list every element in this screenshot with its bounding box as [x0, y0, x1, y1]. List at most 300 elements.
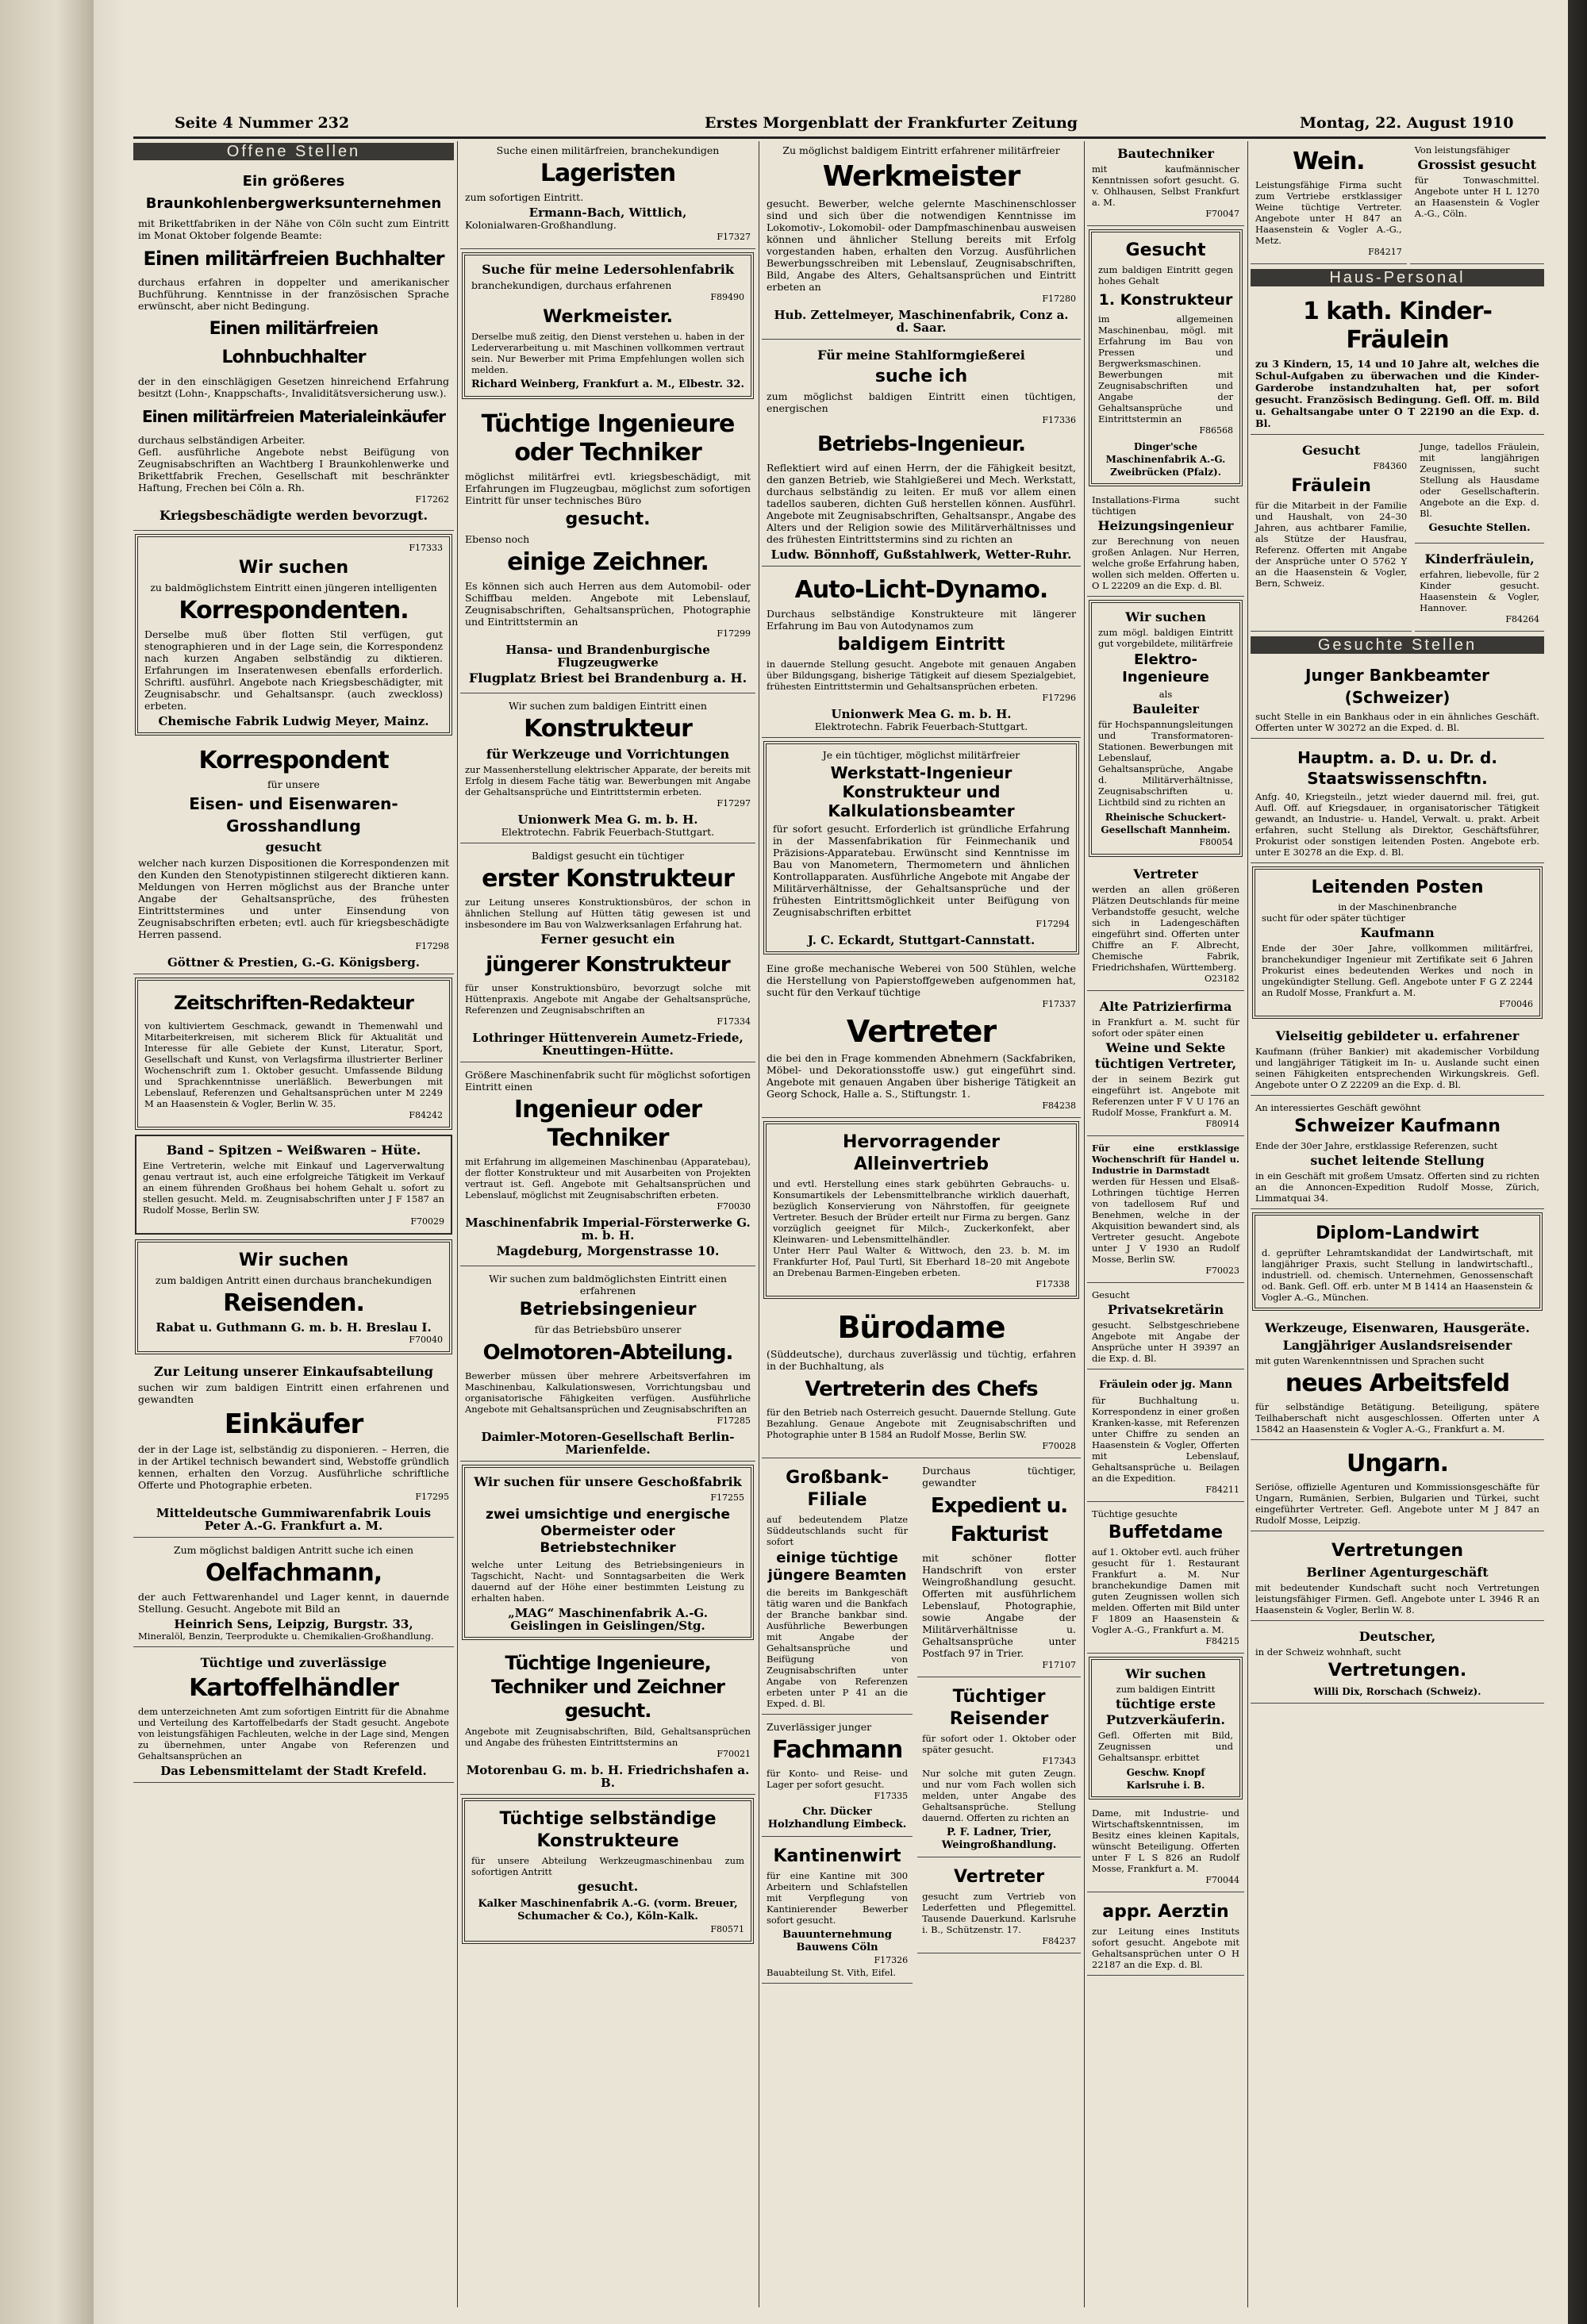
- ad-grossist: [1410, 141, 1544, 264]
- ad-text: in ein Geschäft mit großem Umsatz. Offerten sind zu richten an die Annoncen-Expedition Rudolf Mosse, Zürich, Limmatquai 34.: [1255, 1170, 1539, 1204]
- ad-text: für den Betrieb nach Osterreich gesucht. Dauernde Stellung. Gute Bezahlung. Genaue Angebote mit Zeugnisabschriften und Photographie unter B 1584 an Rudolf Mosse, Berlin SW.: [767, 1407, 1076, 1440]
- ad-heading: Werkmeister.: [543, 307, 673, 327]
- ad-text: zum möglichst baldigen Eintritt einen tüchtigen, energischen: [767, 390, 1076, 414]
- ad-text: Ebenso noch: [465, 533, 530, 545]
- ad-pre: Von leistungsfähiger: [1414, 144, 1510, 156]
- ad-code: O23182: [1204, 974, 1239, 984]
- ad-heading: Großbank-Filiale: [786, 1468, 889, 1510]
- ad-text: auf bedeutendem Platze Süddeutschlands sucht für sofort: [767, 1514, 909, 1547]
- ad-row: [1251, 438, 1544, 635]
- ad-pre: Für meine Stahlformgießerei: [817, 348, 1025, 363]
- ad-text: d. geprüfter Lehramtskandidat der Landwirtschaft, mit langjähriger Praxis, sucht Stellung in landwirtschaftl., industriell. od. chemisch. Unternehmen, Genossenschaft od. Bank. Gefl. Off. erb. unter M B 1414 an Haasenstein & Vogler A.-G., München.: [1262, 1247, 1533, 1303]
- ad-buffetdame: [1087, 1505, 1244, 1654]
- ad-text: mit kaufmännischer Kenntnissen sofort gesucht. G. v. Ohlhausen, Selbst Frankfurt a. M.: [1092, 163, 1239, 208]
- ad-heading: Vielseitig gebildeter u. erfahrener: [1275, 1028, 1520, 1043]
- ad-column-left: [762, 1462, 913, 1987]
- ad-heading: Tüchtige Ingenieure oder Techniker: [481, 410, 735, 467]
- ad-text: zum baldigen Antritt einen durchaus branchekundigen: [155, 1274, 432, 1286]
- ad-note: Kriegsbeschädigte werden bevorzugt.: [159, 508, 428, 523]
- ad-motorenbau: [460, 1645, 755, 1795]
- ad-signature: J. C. Eckardt, Stuttgart-Cannstatt.: [807, 933, 1036, 947]
- ad-code: F70023: [1205, 1266, 1239, 1276]
- ad-vertretungen-berlin: [1251, 1535, 1544, 1621]
- ad-text: in Frankfurt a. M. sucht für sofort oder später einen: [1092, 1016, 1239, 1039]
- ad-text: für unser Konstruktionsbüro, bevorzugt solche mit Hüttenpraxis. Angebote mit Angabe der Gehaltsansprüche, Referenzen und Zeugnisabschriften an: [465, 982, 751, 1016]
- ad-code: F84215: [1205, 1636, 1239, 1646]
- ad-text: Ende der 30er Jahre, vollkommen militärfrei, branchekundiger Ingenieur mit Zertifikate seit 6 Jahren Prokurist eines bedeutenden Werkes und noch in ungekündigter Stellung. Gefl. Angebote unter F G Z 2244 an Rudolf Mosse, Frankfurt a. M.: [1262, 943, 1533, 998]
- ad-text: mit bedeutender Kundschaft sucht noch Vertretungen leistungsfähiger Firmen. Gefl. Angebote unter L 3946 R an Haasenstein & Vogler, Berlin W. 8.: [1255, 1582, 1539, 1615]
- ad-signature: Unionwerk Mea G. m. b. H.: [517, 812, 698, 827]
- ad-signature: Lothringer Hüttenverein Aumetz-Friede, Kneuttingen-Hütte.: [472, 1031, 744, 1058]
- ad-code: F70047: [1205, 209, 1239, 219]
- ad-kinderfraeulein-hannover: [1415, 547, 1544, 632]
- ad-code: F17337: [1042, 999, 1076, 1009]
- ad-pre: Gesucht: [1301, 443, 1361, 458]
- ad-deutscher-schweiz: [1251, 1624, 1544, 1704]
- ad-text: branchekundigen, durchaus erfahrenen: [471, 279, 672, 291]
- ad-text: Ende der 30er Jahre, erstklassige Referenzen, sucht: [1255, 1140, 1498, 1151]
- ad-heading: Korrespondent: [198, 747, 389, 774]
- ad-reisenden: [135, 1239, 452, 1354]
- ad-werkmeister-zettelmeyer: [762, 141, 1081, 340]
- ad-leitenden-posten: [1252, 866, 1543, 1019]
- ad-heading: Fräulein oder jg. Mann: [1099, 1379, 1232, 1391]
- ad-heading: Betriebs-Ingenieur.: [817, 432, 1026, 456]
- ad-heading: Vertreter: [953, 1867, 1045, 1887]
- ad-signature: Richard Weinberg, Frankfurt a. M., Elbestr. 32.: [471, 378, 745, 390]
- column-rule: [1247, 141, 1248, 2307]
- ad-text: zum sofortigen Eintritt.: [465, 191, 584, 203]
- ad-heading: Tüchtige Ingenieure, Techniker und Zeichner gesucht.: [491, 1652, 724, 1722]
- ad-buerodame: [762, 1304, 1081, 1458]
- ad-heading: Eisen- und Eisenwaren-Grosshandlung: [189, 794, 398, 835]
- ad-signature: P. F. Ladner, Trier, Weingroßhandlung.: [941, 1827, 1057, 1851]
- ad-text: für eine Kantine mit 300 Arbeitern und Schlafstellen mit Verpflegung von Kantinierender Bewerber sofort gesucht.: [767, 1870, 909, 1926]
- ad-heading: Diplom-Landwirt: [1316, 1223, 1479, 1243]
- ad-sub: in der Maschinenbranche: [1338, 901, 1457, 912]
- ad-code: F84242: [409, 1110, 443, 1120]
- ad-heading: Kartoffelhändler: [189, 1674, 398, 1702]
- ad-heading: tüchtige erste Putzverkäuferin.: [1106, 1696, 1225, 1727]
- ad-wochenschrift: [1087, 1139, 1244, 1283]
- ad-vielseitig-kaufmann: [1251, 1024, 1544, 1096]
- ad-korrespondent-mainz: [135, 534, 452, 736]
- ad-text: möglichst militärfrei evtl. kriegsbeschädigt, mit Erfahrungen im Flugzeugbau, möglichst zum sofortigen Eintritt für unser technisches Büro: [465, 471, 751, 506]
- ad-code: F17326: [874, 1955, 909, 1965]
- ad-code: F17285: [717, 1416, 751, 1426]
- ad-heading: Deutscher,: [1358, 1629, 1436, 1644]
- ad-signature: Hub. Zettelmeyer, Maschinenfabrik, Conz a. d. Saar.: [774, 308, 1069, 335]
- ad-signature: Unter Herr Paul Walter & Wittwoch, den 23. b. M. im Frankfurter Hof, Paul Turtl, Sit Eberhard 18–20 mit Angebote an Drebenau Barmen-Eingeben erbeten.: [773, 1245, 1070, 1278]
- ad-pre: Zuverlässiger junger: [767, 1721, 872, 1733]
- ad-text: Reflektiert wird auf einen Herrn, der die Fähigkeit besitzt, den ganzen Betrieb, wie Stahlgießerei und Mech. Werkstatt, durchaus selbständig zu leiten. Er muß vor allem einen tadellos sauberen, dichten Guß herstellen können. Ausführl. Angebote mit Zeugnisabschriften, Gehaltsanspr., Angabe des Alters und der Religion sowie des Militärverhältnisses und des frühesten Eintrittstermins sind zu richten an: [767, 462, 1076, 545]
- ad-heading: Ingenieur oder Techniker: [513, 1096, 702, 1152]
- ad-gesucht: gesucht: [265, 839, 322, 855]
- ad-kalker: [462, 1798, 754, 1944]
- ad-heading: Hervorragender Alleinvertrieb: [842, 1132, 1001, 1174]
- ad-text: für sofort gesucht. Erforderlich ist gründliche Erfahrung in der Massenfabrikation für Feinmechanik und Präzisions-Apparatebau. Erwünscht sind Kenntnisse im Bau von Manometern, Thermometern und ähnlichen Kontrollapparaten. Ausführliche Angebote mit Angabe der Militärverhältnisse, der Gehaltsansprüche und der frühesten Eintrittsmöglichkeit unter Beifügung von Zeugnisabschriften erbittet: [773, 823, 1070, 918]
- ad-junge-fraeulein: [1415, 438, 1544, 544]
- ad-daimler: [460, 1270, 755, 1462]
- ad-heading: Bauleiter: [1132, 701, 1199, 716]
- section-banner: Gesuchte Stellen: [1251, 636, 1544, 654]
- ad-text: Nur solche mit guten Zeugn. und nur vom Fach wollen sich melden, unter Angabe des Gehaltsansprüche. Stellung dauernd. Offerten zu richten an: [922, 1768, 1076, 1823]
- ad-pre: Installations-Firma sucht tüchtigen: [1092, 494, 1239, 517]
- column-2: [460, 141, 755, 2307]
- ad-heading: Wir suchen: [1125, 1666, 1206, 1681]
- ad-text: für Buchhaltung u. Korrespondenz in einer großen Kranken-kasse, mit Referenzen unter Chiffre zu senden an Haasenstein & Vogler, Offerten mit Lebenslauf, Gehaltsansprüche u. Beilagen an die Expedition.: [1092, 1395, 1239, 1484]
- ad-heading: Zeitschriften-Redakteur: [173, 992, 414, 1014]
- ad-heading: baldigem Eintritt: [837, 635, 1005, 655]
- ad-hauptmann: [1251, 742, 1544, 863]
- ad-betriebsingenieur-boennhoff: [762, 343, 1081, 567]
- ad-text: gesucht. Bewerber, welche gelernte Maschinenschlosser sind und sich über die notwendigen Kenntnisse im Lokomotiv-, Lokomobil- oder Dampfmaschinenbau ausweisen können und ähnlicher Stellung bereits mit Erfolg vorgestanden haben, erhalten den Vorzug. Ausführlichen Bewerbungsschreiben mit Lebenslauf, Zeugnisabschriften, Bild, Angabe des Alters, Gehaltsansprüchen und Eintritt erbeten an: [767, 198, 1076, 293]
- ad-dame-beteiligung: [1087, 1804, 1244, 1892]
- ad-text: welcher nach kurzen Dispositionen die Korrespondenzen mit den Kunden den Stenotypistinnen stilgerecht diktieren kann. Meldungen von Herren möglichst aus der Branche unter Angabe der Gehaltsansprüche, des frühesten Eintrittstermines und unter Einsendung von Zeugnisabschriften erbeten; evtl. auch für kriegsbeschädigte Herren passend.: [138, 857, 449, 940]
- ad-kinder-fraeulein: [1251, 291, 1544, 435]
- column-5: [1251, 141, 1544, 2307]
- ad-text: zum baldigen Eintritt: [1116, 1684, 1216, 1695]
- ad-heading: Einen militärfreien Lohnbuchhalter: [209, 319, 378, 367]
- ad-werkmeister-leder: [462, 252, 754, 399]
- ad-pre: Wir suchen zum baldigen Eintritt einen: [509, 700, 707, 712]
- ad-row: [1251, 141, 1544, 267]
- ad-text: mit Erfahrung im allgemeinen Maschinenbau (Apparatebau), der flotter Konstrukteur und mit Ausarbeiten von Projekten vertraut ist. Gefl. Angebote mit Gehaltsansprüchen und Lebenslauf, möglichst mit Zeugnisabschriften erbeten.: [465, 1156, 751, 1200]
- ad-code: F89490: [710, 292, 744, 302]
- ad-code: F70044: [1205, 1875, 1239, 1885]
- ad-foot: Elektrotechn. Fabrik Feuerbach-Stuttgart.: [814, 720, 1028, 732]
- ad-text: für selbständige Betätigung. Beteiligung, spätere Teilhaberschaft nicht ausgeschlossen. Offerten unter A 15842 an Haasenstein & Vogler A.-G., Frankfurt a. M.: [1255, 1401, 1539, 1435]
- ad-pre: Wir suchen: [238, 1250, 349, 1270]
- section-banner: Haus-Personal: [1251, 269, 1544, 286]
- ad-heading: Expedient u. Fakturist: [930, 1494, 1068, 1546]
- ad-text: sucht Stelle in ein Bankhaus oder in ein ähnliches Geschäft. Offerten unter W 30272 an die Exped. d. Bl.: [1255, 711, 1539, 733]
- ad-bankbeamter: [1251, 659, 1544, 739]
- ad-text: Anfg. 40, Kriegsteiln., jetzt wieder dauernd mil. frei, gut. Aufl. Off. auf Kriegsdauer, in organisatorischer Tätigkeit gewandt, an Industrie- u. Handel, Verwalt. u. prakt. Arbeit erfahren, sucht Stellung als Direktor, Geschäftsführer, Prokurist oder sonstigen leitenden Posten. Angebote erb. unter E 30278 an die Exp. d. Bl.: [1255, 791, 1539, 858]
- ad-heading: Kinderfräulein,: [1424, 551, 1535, 567]
- ad-text: Ferner gesucht ein: [540, 932, 675, 947]
- ad-signature: Göttner & Prestien, G.-G. Königsberg.: [167, 955, 421, 970]
- ad-code: F70021: [717, 1749, 751, 1759]
- ad-signature: Rheinische Schuckert-Gesellschaft Mannheim.: [1101, 812, 1231, 835]
- ad-heading: Werkstatt-Ingenieur Konstrukteur und Kalkulationsbeamter: [828, 763, 1015, 820]
- ad-heading: neues Arbeitsfeld: [1285, 1369, 1510, 1397]
- ad-heading: Einkäufer: [224, 1408, 363, 1440]
- ad-signature: Rabat u. Guthmann G. m. b. H. Breslau I.: [156, 1320, 432, 1335]
- ad-signature: Chemische Fabrik Ludwig Meyer, Mainz.: [158, 714, 429, 728]
- column-rule: [457, 141, 458, 2307]
- column-1: [133, 141, 454, 2307]
- ad-text: Gefl. ausführliche Angebote nebst Beifügung von Zeugnisabschriften an Wachtberg I Braunkohlenwerke und Brikettfabrik Frechen, Gesellschaft mit beschränkter Haftung, Frechen bei Cöln a. Rh.: [138, 446, 449, 494]
- ad-code: F70030: [717, 1201, 751, 1212]
- ad-column-right: [917, 1462, 1081, 1987]
- ad-code: F17262: [415, 494, 449, 505]
- ad-heading: Hauptm. a. D. u. Dr. d. Staatswissenschftn.: [1297, 748, 1497, 788]
- ad-code: F84237: [1042, 1936, 1076, 1946]
- ad-heading: Gesuchte Stellen.: [1428, 522, 1531, 534]
- ad-text: für unsere: [267, 778, 320, 790]
- ad-heading: 1. Konstrukteur: [1098, 291, 1233, 309]
- ad-putzverkaeuferin: [1089, 1657, 1243, 1800]
- ad-signature: Das Lebensmittelamt der Stadt Krefeld.: [160, 1764, 427, 1778]
- ad-reisender-ladner: [917, 1681, 1081, 1857]
- ad-signature: Daimler-Motoren-Gesellschaft Berlin-Marienfelde.: [481, 1430, 735, 1457]
- ad-code: F84264: [1505, 614, 1539, 624]
- ad-text: suchen wir zum baldigen Eintritt einen erfahrenen und gewandten: [138, 1381, 449, 1405]
- ad-code: F17333: [409, 543, 443, 553]
- ad-sub: für das Betriebsbüro unserer: [534, 1323, 682, 1335]
- ad-text: Derselbe muß über flotten Stil verfügen, gut stenographieren und in der Lage sein, die Korrespondenz nach kurzen Angaben selbständig zu diktieren. Erfahrungen im Inseratenwesen ebenfalls erforderlich. Schriftl. ausführl. Angebote nach Kriegsbeschädigter, mit Zeugnisabschr. und Gehaltsanspr. (auch zweckloss) erbeten.: [144, 628, 443, 712]
- ad-heading: Alte Patrizierfirma: [1099, 999, 1232, 1014]
- ad-text: für Hochspannungsleitungen und Transformatoren-Stationen. Bewerbungen mit Lebenslauf, Gehaltsansprüche, Angabe d. Militärverhältnisse, Zeugnisabschriften u. Lichtbild sind zu richten an: [1098, 719, 1233, 808]
- header-date: Montag, 22. August 1910: [1300, 114, 1514, 132]
- ad-einkaeufer: [133, 1359, 454, 1538]
- ad-heading: Elektro-Ingenieure: [1122, 651, 1209, 686]
- ad-code: F84360: [1373, 461, 1408, 471]
- ad-code: F70029: [410, 1216, 444, 1227]
- ad-foot: Flugplatz Briest bei Brandenburg a. H.: [468, 670, 747, 686]
- ad-code: F17294: [1036, 919, 1070, 929]
- ad-signature: Ermann-Bach, Wittlich,: [528, 206, 687, 220]
- ad-signature: Heinrich Sens, Leipzig, Burgstr. 33,: [174, 1617, 413, 1631]
- ad-kantinenwirt: [762, 1840, 913, 1984]
- ad-text: für die Mitarbeit in der Familie und Haushalt, von 24–30 Jahren, aus achtbarer Familie, als Stütze der Hausfrau, Referenz. Offerten mit Angabe der Ansprüche unter O 5762 Y an die Haasenstein & Vogler, Bern, Schweiz.: [1255, 500, 1408, 589]
- column-rule: [1084, 141, 1085, 2307]
- ad-heading: Vertreterin des Chefs: [805, 1377, 1038, 1401]
- ad-heading: Tüchtige selbständige Konstrukteure: [499, 1809, 717, 1851]
- ad-heading: Privatsekretärin: [1107, 1302, 1224, 1317]
- ad-text: mit schöner flotter Handschrift von erster Weingroßhandlung gesucht. Offerten mit ausführlichem Lebenslauf, Photographie, sowie Angabe der Militärverhältnisse u. Gehaltsansprüche unter Postfach 97 in Trier.: [922, 1552, 1076, 1659]
- ad-code: F17297: [717, 798, 751, 809]
- ad-fachmann: [762, 1718, 913, 1837]
- ad-text: der auch Fettwarenhandel und Lager kennt, in dauernde Stellung. Gesucht. Angebote mit Bild an: [138, 1591, 449, 1615]
- ad-text: durchaus selbständigen Arbeiter.: [138, 434, 305, 446]
- ad-text: erfahren, liebevolle, für 2 Kinder gesucht. Haasenstein & Vogler, Hannover.: [1420, 569, 1539, 613]
- ad-heading: Vertretungen: [1331, 1541, 1464, 1561]
- ad-pre: Eine große mechanische Weberei von 500 Stühlen, welche die Herstellung von Papierstoffgeweben aufgenommen hat, sucht für den Verkauf tüchtige: [767, 962, 1076, 998]
- ad-heading: Langjähriger Auslandsreisender: [1282, 1338, 1512, 1353]
- ad-code: F84217: [1368, 247, 1402, 257]
- ad-band-spitzen: [135, 1135, 452, 1235]
- ad-heading: Korrespondenten.: [179, 597, 409, 624]
- ad-heading: Konstrukteur: [524, 715, 692, 743]
- ad-signature: Unionwerk Mea G. m. b. H.: [831, 707, 1012, 721]
- ad-text: Derselbe muß zeitig, den Dienst verstehen u. haben in der Lederverarbeitung u. mit Maschinen vollkommen vertraut sein. Nur Bewerber mit Prima Empfehlungen wollen sich melden.: [471, 331, 744, 375]
- ad-signature: Ludw. Bönnhoff, Gußstahlwerk, Wetter-Ruhr.: [770, 547, 1072, 562]
- ad-signature: Mitteldeutsche Gummiwarenfabrik Louis Peter A.-G. Frankfurt a. M.: [156, 1506, 432, 1533]
- ad-heading: Tüchtiger Reisender: [949, 1687, 1049, 1729]
- ad-heading: Berliner Agenturgeschäft: [1306, 1565, 1489, 1580]
- ad-heading: Für eine erstklassige Wochenschrift für Handel u. Industrie in Darmstadt: [1092, 1143, 1239, 1176]
- ad-text: Leistungsfähige Firma sucht zum Vertriebe erstklassiger Weine tüchtige Vertreter. Angebote unter H 847 an Haasenstein & Vogler A.-G., Metz.: [1255, 179, 1402, 246]
- ad-heading: Fräulein: [1291, 476, 1371, 496]
- ad-konstrukteur-dingler: [1089, 229, 1243, 486]
- ad-text: sucht für oder später tüchtiger: [1262, 912, 1406, 924]
- ad-foot: Elektrotechn. Fabrik Feuerbach-Stuttgart.: [501, 826, 715, 838]
- ad-gesucht: gesucht.: [577, 1879, 639, 1894]
- ad-heading: Leitenden Posten: [1311, 878, 1484, 897]
- ad-vertreter-verbandstoffe: [1087, 862, 1244, 991]
- ad-pre: Tüchtige und zuverlässige: [200, 1655, 387, 1670]
- ad-pre: Je ein tüchtiger, möglichst militärfreier: [822, 749, 1020, 761]
- ad-code: F17336: [1042, 415, 1076, 425]
- ad-bautechniker: [1087, 141, 1244, 226]
- ad-heading: erster Konstrukteur: [482, 865, 734, 893]
- ad-fraeulein-bern: [1251, 438, 1412, 632]
- ad-code: F17327: [717, 232, 751, 242]
- ad-heading: Kaufmann: [1360, 925, 1435, 940]
- ad-code: F17298: [415, 941, 449, 951]
- ad-elektro-ingenieure: [1089, 600, 1243, 857]
- ad-foot: Magdeburg, Morgenstrasse 10.: [496, 1243, 720, 1258]
- ad-text: Junge, tadellos Fräulein, mit langjährigen Zeugnissen, sucht Stellung als Hausdame oder Gesellschafterin. Angebote an die Exp. d. Bl.: [1420, 441, 1539, 519]
- ad-heading: Reisenden.: [223, 1289, 364, 1317]
- ad-row: [762, 1462, 1081, 1987]
- ad-heading: Werkzeuge, Eisenwaren, Hausgeräte.: [1265, 1320, 1530, 1335]
- ad-alleinvertrieb: [763, 1121, 1079, 1299]
- ad-aerztin: [1087, 1896, 1244, 1976]
- ad-code: F80914: [1205, 1119, 1239, 1129]
- ad-text: Kaufmann (früher Bankier) mit akademischer Vorbildung und langjähriger Tätigkeit im In- u. Auslande sucht einen seinen Fähigkeiten entsprechenden Wirkungskreis. Gefl. Angebote unter O Z 22209 an die Exp. d. Bl.: [1255, 1046, 1539, 1090]
- ad-heading: Band – Spitzen – Weißwaren – Hüte.: [166, 1143, 421, 1158]
- ad-pre: Suche einen militärfreien, branchekundigen: [496, 144, 720, 156]
- ad-sub: für Werkzeuge und Vorrichtungen: [486, 747, 730, 762]
- ad-heading: Kantinenwirt: [773, 1846, 901, 1866]
- ad-heading: Vertreter: [846, 1014, 997, 1049]
- ad-oelfachmann: [133, 1541, 454, 1647]
- ad-vertreter-karlsruhe: [917, 1861, 1081, 1953]
- ad-text: gesucht. Selbstgeschriebene Angebote mit Angabe der Ansprüche unter H 39397 an die Exp. d. Bl.: [1092, 1319, 1239, 1364]
- ad-code: F80571: [710, 1924, 744, 1934]
- ad-text: der in der Lage ist, selbständig zu disponieren. – Herren, die in der Artikel technisch bewandert sind, Webstoffe gründlich kennen, erhalten den Vorzug. Ausführliche schriftliche Offerte und Photographie erbeten.: [138, 1443, 449, 1491]
- ad-patrizierfirma: [1087, 994, 1244, 1136]
- ad-text: Seriöse, offizielle Agenturen und Kommissionsgeschäfte für Ungarn, Rumänien, Serbien, Bulgarien und Türkei, sucht eingeführter Vertreter. Gefl. Angebote unter M J 847 an Rudolf Mosse, Leipzig.: [1255, 1481, 1539, 1526]
- ad-pre: Zur Leitung unserer Einkaufsabteilung: [154, 1364, 433, 1379]
- ad-heading: Oelfachmann,: [205, 1559, 382, 1587]
- ad-text: Eine Vertreterin, welche mit Einkauf und Lagerverwaltung genau vertraut ist, auch eine erfolgreiche Tätigkeit im Verkauf an einem führenden Großhaus bei hohem Gehalt u. sofort zu stellen gesucht. Meld. m. Zeugnisabschriften unter J F 1587 an Rudolf Mosse, Berlin SW.: [143, 1160, 444, 1216]
- ad-code: F17296: [1042, 693, 1076, 703]
- ad-heading: Einen militärfreien Materialeinkäufer: [141, 407, 445, 426]
- ad-heading: suchet leitende Stellung: [1310, 1153, 1485, 1168]
- ad-heading: Bautechniker: [1117, 146, 1214, 161]
- ad-text: zur Leitung unseres Konstruktionsbüros, der schon in ähnlichen Stellung auf Hütten tätig gewesen ist und insbesondere im Bau von Walzwerksanlagen Erfahrung hat.: [465, 897, 751, 930]
- ad-grossbank: [762, 1462, 913, 1715]
- ad-diplom-landwirt: [1252, 1212, 1543, 1311]
- ad-code: F17338: [1036, 1279, 1070, 1289]
- ad-heading: jüngerer Konstrukteur: [486, 953, 730, 977]
- ad-heading: Wir suchen: [1125, 609, 1206, 624]
- ad-schweizer-kaufmann: [1251, 1099, 1544, 1209]
- ad-text: zur Leitung eines Instituts sofort gesucht. Angebote mit Gehaltsansprüchen unter O H 22187 an die Exp. d. Bl.: [1092, 1926, 1239, 1970]
- ad-pre: Wir suchen für unsere Geschoßfabrik: [474, 1474, 742, 1489]
- ad-signature: Chr. Dücker Holzhandlung Eimbeck.: [767, 1806, 907, 1830]
- ad-code: F17335: [874, 1791, 909, 1801]
- ad-text: die bereits im Bankgeschäft tätig waren und die Bankfach der Branche bankbar sind. Ausführliche Bewerbungen mit Angabe der Gehaltsansprüche und Beifügung von Zeugnisabschriften unter Angabe von Referenzen erbeten unter P 41 an die Exped. d. Bl.: [767, 1587, 909, 1709]
- ad-auslandsreisender: [1251, 1316, 1544, 1440]
- ad-text: die bei den in Frage kommenden Abnehmern (Sackfabriken, Möbel- und Dekorationsstoffe usw.) gut eingeführt sind. Angebote mit genauen Angaben über bisherige Tätigkeit an Georg Schock, Halle a. S., Stiftungstr. 1.: [767, 1052, 1076, 1100]
- ad-foot: Mineralöl, Benzin, Teerprodukte u. Chemikalien-Großhandlung.: [138, 1631, 434, 1642]
- ad-pre: Tüchtige gesuchte: [1092, 1508, 1178, 1519]
- ad-heading: Vertreter: [1133, 866, 1198, 882]
- ad-korrespondent-eisen: [133, 740, 454, 974]
- ad-foot: Bauabteilung St. Vith, Eifel.: [767, 1967, 896, 1978]
- column-3: [762, 141, 1081, 2307]
- ad-signature: Maschinenfabrik Imperial-Försterwerke G. m. b. H.: [465, 1216, 751, 1243]
- ad-text: auf 1. Oktober evtl. auch früher gesucht für 1. Restaurant Frankfurt a. M. Nur branchekundige Damen mit guten Zeugnissen wollen sich melden. Offerten mit Bild unter F 1809 an Haasenstein & Vogler A.-G., Frankfurt a. M.: [1092, 1546, 1239, 1635]
- ad-text: für Konto- und Reise- und Lager per sofort gesucht.: [767, 1768, 909, 1790]
- ad-text: Bewerber müssen über mehrere Arbeitsverfahren im Maschinenbau, Kalkulationswesen, Vorrichtungsbau und organisatorische Fähigkeiten verfügen. Ausführliche Angebote mit Gehaltsansprüchen und Zeugnisabschriften an: [465, 1370, 751, 1415]
- book-binding: [0, 0, 94, 2324]
- ad-text: Dame, mit Industrie- und Wirtschaftskenntnissen, im Besitz eines kleinen Kapitals, wünscht Beteiligung. Offerten unter F L S 826 an Rudolf Mosse, Frankfurt a. M.: [1092, 1807, 1239, 1874]
- ad-code: F17299: [717, 628, 751, 639]
- ad-text: durchaus erfahren in doppelter und amerikanischer Buchführung. Kenntnisse in der französischen Sprache erwünscht, aber nicht Bedingung.: [138, 276, 449, 312]
- ad-signature: Motorenbau G. m. b. H. Friedrichshafen a. B.: [466, 1763, 750, 1790]
- ad-text: zu 3 Kindern, 15, 14 und 10 Jahre alt, welches die Schul-Aufgaben zu überwachen und die Kinder-Garderobe instandzuhalten hat, per sofort gesucht. Französisch Bedingung. Gefl. Off. m. Bild u. Gehaltsangabe unter O T 22190 an die Exp. d. Bl.: [1255, 358, 1539, 429]
- ad-text: dem unterzeichneten Amt zum sofortigen Eintritt für die Abnahme und Verteilung des Kartoffelbedarfs der Stadt gesucht. Angebote von leistungsfähigen Fachleuten, welche in der Lage sind, Mengen zu übernehmen, unter Angabe von Referenzen und Gehaltsansprüchen an: [138, 1706, 449, 1761]
- header-page-number: Seite 4 Nummer 232: [175, 114, 350, 132]
- ad-heading: Betriebsingenieur: [519, 1300, 697, 1319]
- ad-kartoffelhaendler: [133, 1650, 454, 1783]
- ad-pre: Wir suchen: [238, 558, 349, 578]
- ad-text: werden für Hessen und Elsaß-Lothringen tüchtige Herren von tadellosem Ruf und Benehmen, welche in der Akquisition bewandert sind, als Vertreter gesucht. Angebote unter J V 1930 an Rudolf Mosse, Berlin SW.: [1092, 1176, 1239, 1265]
- ad-text: der in den einschlägigen Gesetzen hinreichend Erfahrung besitzt (Lohn-, Knappschafts-, Invaliditätsversicherung usw.).: [138, 375, 449, 399]
- ad-heading: Heizungsingenieur: [1097, 518, 1234, 533]
- ad-signature: Bauunternehmung Bauwens Cöln: [782, 1929, 892, 1953]
- ad-heading: Fachmann: [771, 1736, 903, 1764]
- column-4: [1087, 141, 1244, 2307]
- ad-gesucht: gesucht.: [565, 509, 651, 529]
- ad-pre: Größere Maschinenfabrik sucht für möglichst sofortigen Eintritt einen: [465, 1069, 751, 1093]
- ad-text: welche unter Leitung des Betriebsingenieurs in Tagschicht, Nacht- und Sonntagsarbeiten die Werk dauernd auf der Höhe einer bestimmten Leistung zu erhalten haben.: [471, 1559, 744, 1604]
- ad-text: für unsere Abteilung Werkzeugmaschinenbau zum sofortigen Antritt: [471, 1855, 744, 1877]
- ad-text: zur Berechnung von neuen großen Anlagen. Nur Herren, welche große Erfahrung haben, wollen sich melden. Offerten u. O L 22209 an die Exp. d. Bl.: [1092, 536, 1239, 591]
- ad-braunkohle: [133, 165, 454, 531]
- ad-code: F86568: [1199, 425, 1233, 436]
- ad-heading: Auto-Licht-Dynamo.: [794, 576, 1048, 604]
- ad-text: mit Brikettfabriken in der Nähe von Cöln sucht zum Eintritt im Monat Oktober folgende Beamte:: [138, 217, 449, 241]
- ad-flugzeugwerke: [460, 404, 755, 693]
- ad-heading: einige Zeichner.: [507, 548, 709, 576]
- ad-code: F17255: [710, 1492, 744, 1503]
- header-masthead: Erstes Morgenblatt der Frankfurter Zeitung: [705, 114, 1078, 132]
- ad-signature: Dinger'sche Maschinenfabrik A.-G. Zweibrücken (Pfalz).: [1105, 441, 1226, 478]
- ad-pre: Gesucht: [1092, 1289, 1130, 1300]
- ad-text: zur Massenherstellung elektrischer Apparate, der bereits mit Erfolg in diesem Fache tätig war. Bewerbungen mit Angabe der Gehaltsansprüche und Eintrittstermin erbeten.: [465, 764, 751, 797]
- ad-ungarn: [1251, 1443, 1544, 1531]
- ad-code: F80054: [1199, 837, 1233, 847]
- ad-text: mit guten Warenkenntnissen und Sprachen sucht: [1255, 1355, 1485, 1366]
- ad-pre: Zum möglichst baldigen Antritt suche ich einen: [173, 1544, 414, 1556]
- ad-lageristen: [460, 141, 755, 249]
- ad-text: im allgemeinen Maschinenbau, mögl. mit Erfahrung im Bau von Pressen und Bergwerksmaschinen. Bewerbungen mit Zeugnisabschriften und Angabe der Gehaltsansprüche und Eintrittstermin an: [1098, 313, 1233, 424]
- ad-wein: [1251, 141, 1407, 264]
- ad-pre: Zu möglichst baldigem Eintritt erfahrener militärfreier: [782, 144, 1060, 156]
- ad-heizungsingenieur: [1087, 491, 1244, 597]
- ad-heading: Ungarn.: [1347, 1450, 1448, 1477]
- ad-privatsekretaerin: [1087, 1286, 1244, 1369]
- ad-code: F70040: [409, 1335, 443, 1345]
- ad-text: für sofort oder 1. Oktober oder später gesucht.: [922, 1733, 1076, 1755]
- ad-code: F17334: [717, 1016, 751, 1027]
- ad-sub: suche ich: [874, 367, 968, 386]
- ad-heading: Weine und Sekte tüchtigen Vertreter,: [1094, 1040, 1237, 1071]
- ad-pre: An interessiertes Geschäft gewöhnt: [1255, 1102, 1421, 1113]
- ad-heading: einige tüchtige jüngere Beamten: [767, 1550, 907, 1584]
- ad-heading: Oelmotoren-Abteilung.: [482, 1341, 733, 1365]
- section-banner: Offene Stellen: [133, 143, 454, 160]
- ad-text: Durchaus selbständige Konstrukteure mit längerer Erfahrung im Bau von Autodynamos zum: [767, 608, 1076, 632]
- ad-text: Gefl. Offerten mit Bild, Zeugnissen und Gehaltsanspr. erbittet: [1098, 1730, 1233, 1763]
